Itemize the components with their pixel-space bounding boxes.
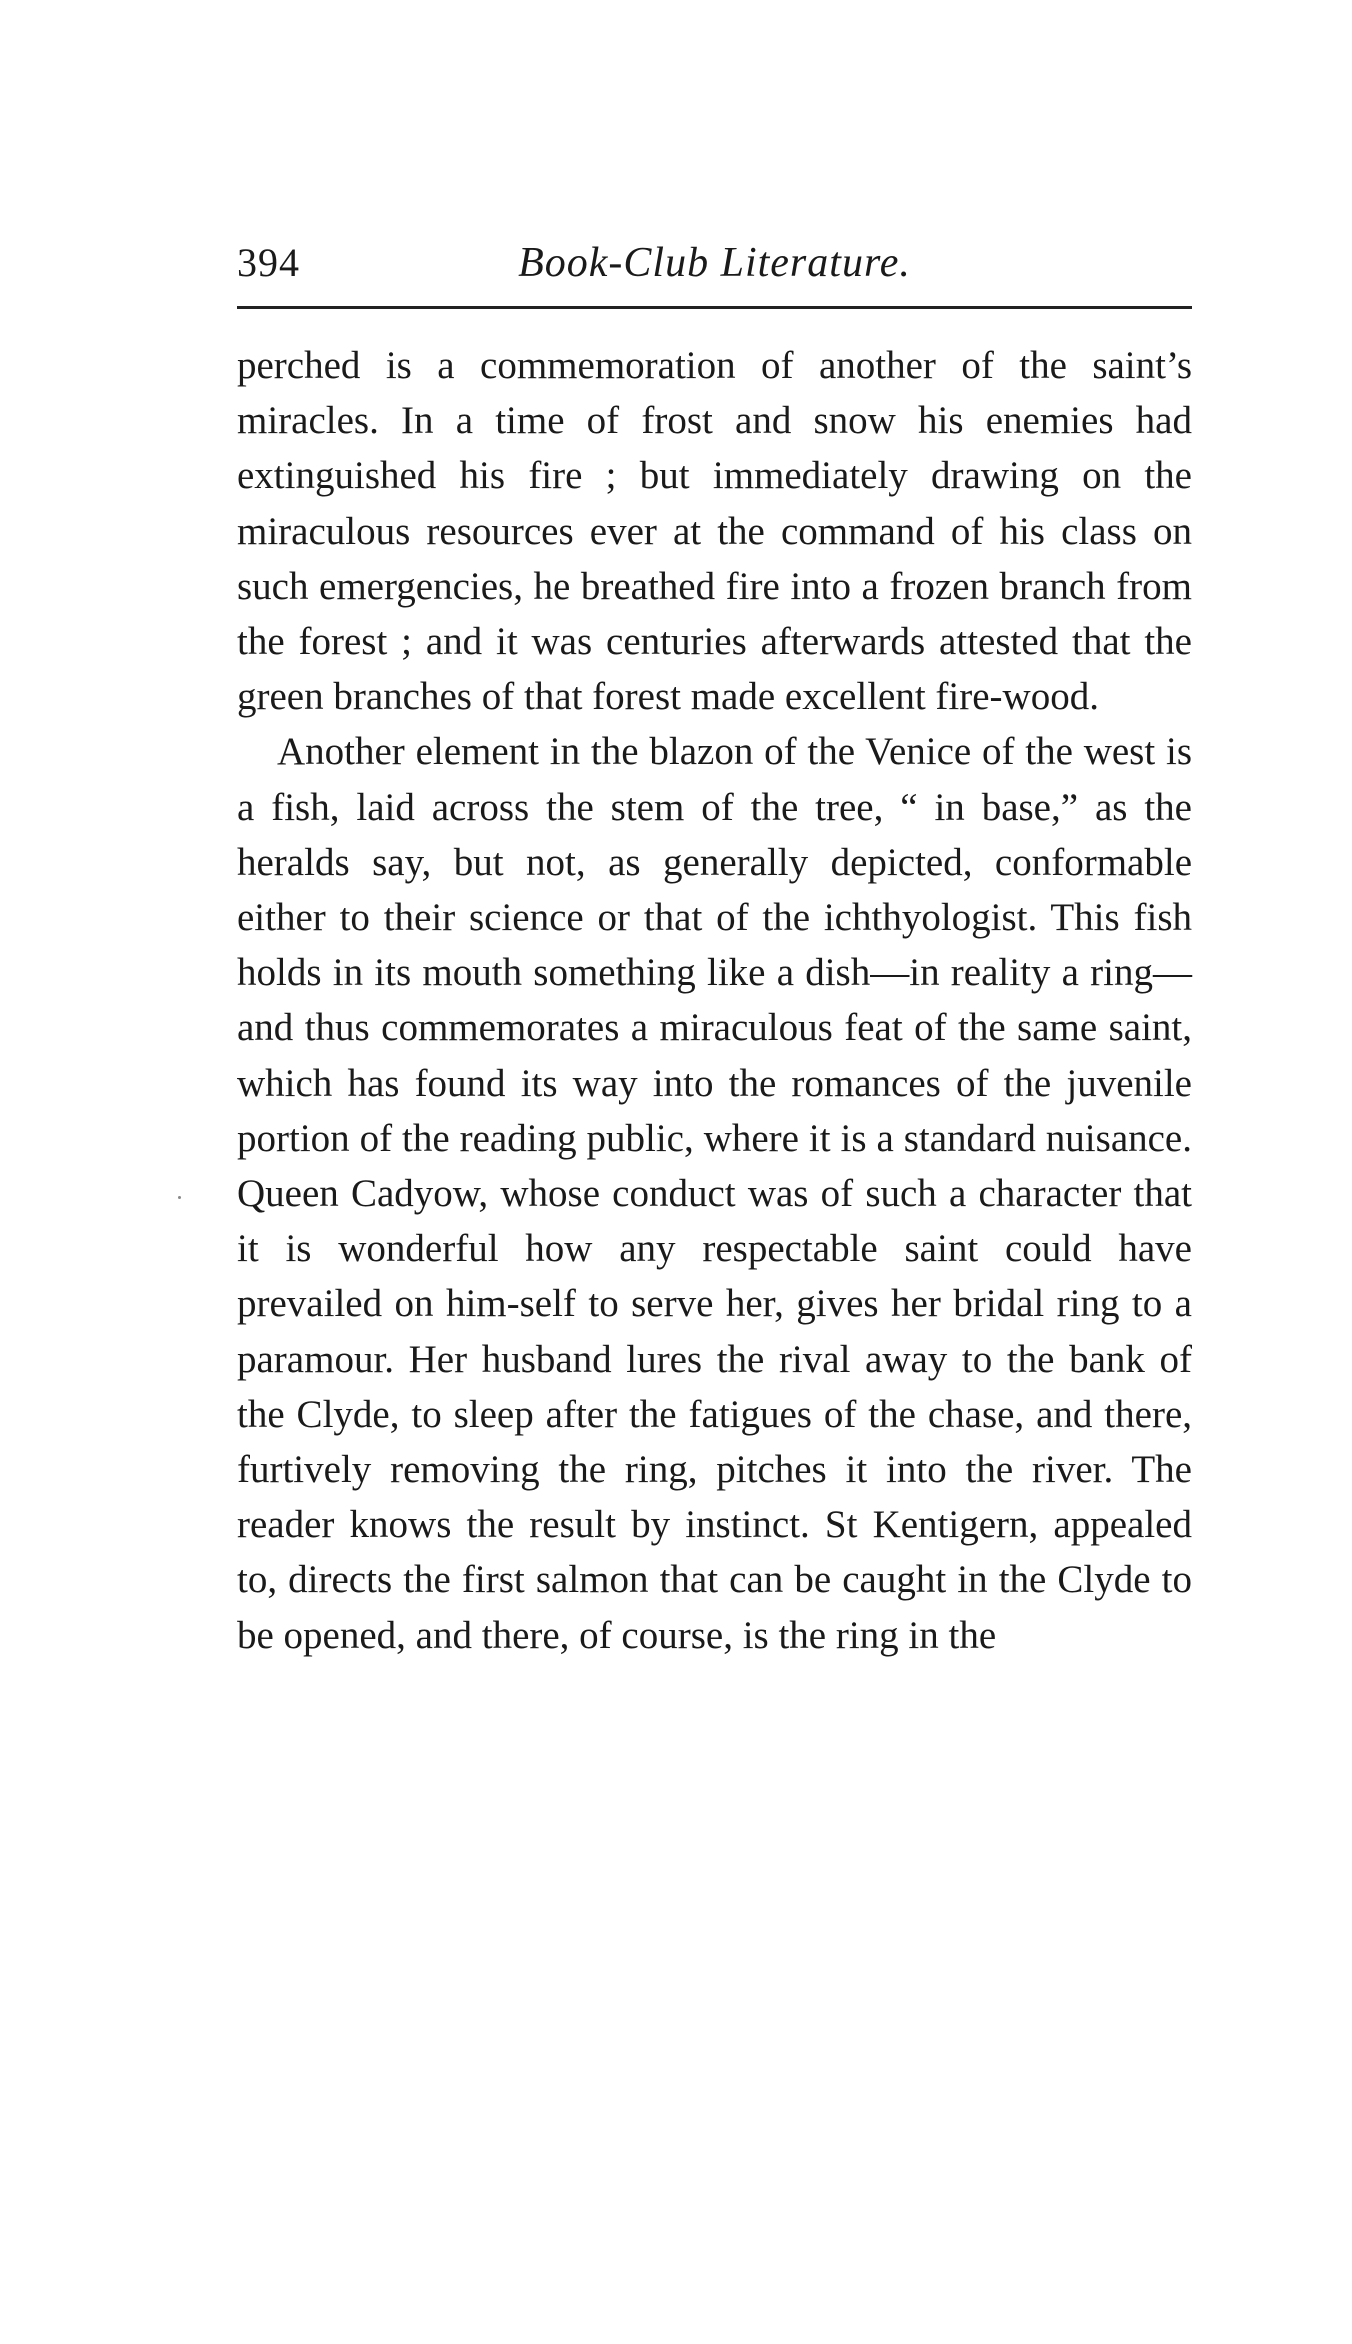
page-header bbox=[237, 228, 1192, 290]
header-rule bbox=[237, 306, 1192, 309]
margin-dot bbox=[178, 1196, 181, 1199]
page-number: 394 bbox=[237, 240, 300, 285]
paragraph-1: perched is a commemoration of another of the saint’s miracles. In a time of frost and snow his enemies had extinguished his fire ; but immediately drawing on the miraculous resources ever at the command of his class on such emergencies, he breathed fire into a frozen branch from the forest ; and it was centuries afterwards attested that the green branches of that forest made excellent fire-wood. bbox=[237, 344, 1192, 719]
body-text bbox=[237, 338, 1192, 1663]
paragraph-2: Another element in the blazon of the Venice of the west is a fish, laid across the stem of the tree, “ in base,” as the heralds say, but not, as generally depicted, conformable either to their science or that of the ichthyologist. This fish holds in its mouth something like a dish—in reality a ring—and thus commemorates a miraculous feat of the same saint, which has found its way into the romances of the juvenile portion of the reading public, where it is a standard nuisance. Queen Cadyow, whose conduct was of such a character that it is wonderful how any respectable saint could have prevailed on him-self to serve her, gives her bridal ring to a paramour. Her husband lures the rival away to the bank of the Clyde, to sleep after the fatigues of the chase, and there, furtively removing the ring, pitches it into the river. The reader knows the result by instinct. St Kentigern, appealed to, directs the first salmon that can be caught in the Clyde to be opened, and there, of course, is the ring in the bbox=[237, 730, 1192, 1657]
running-title: Book-Club Literature. bbox=[518, 240, 911, 286]
